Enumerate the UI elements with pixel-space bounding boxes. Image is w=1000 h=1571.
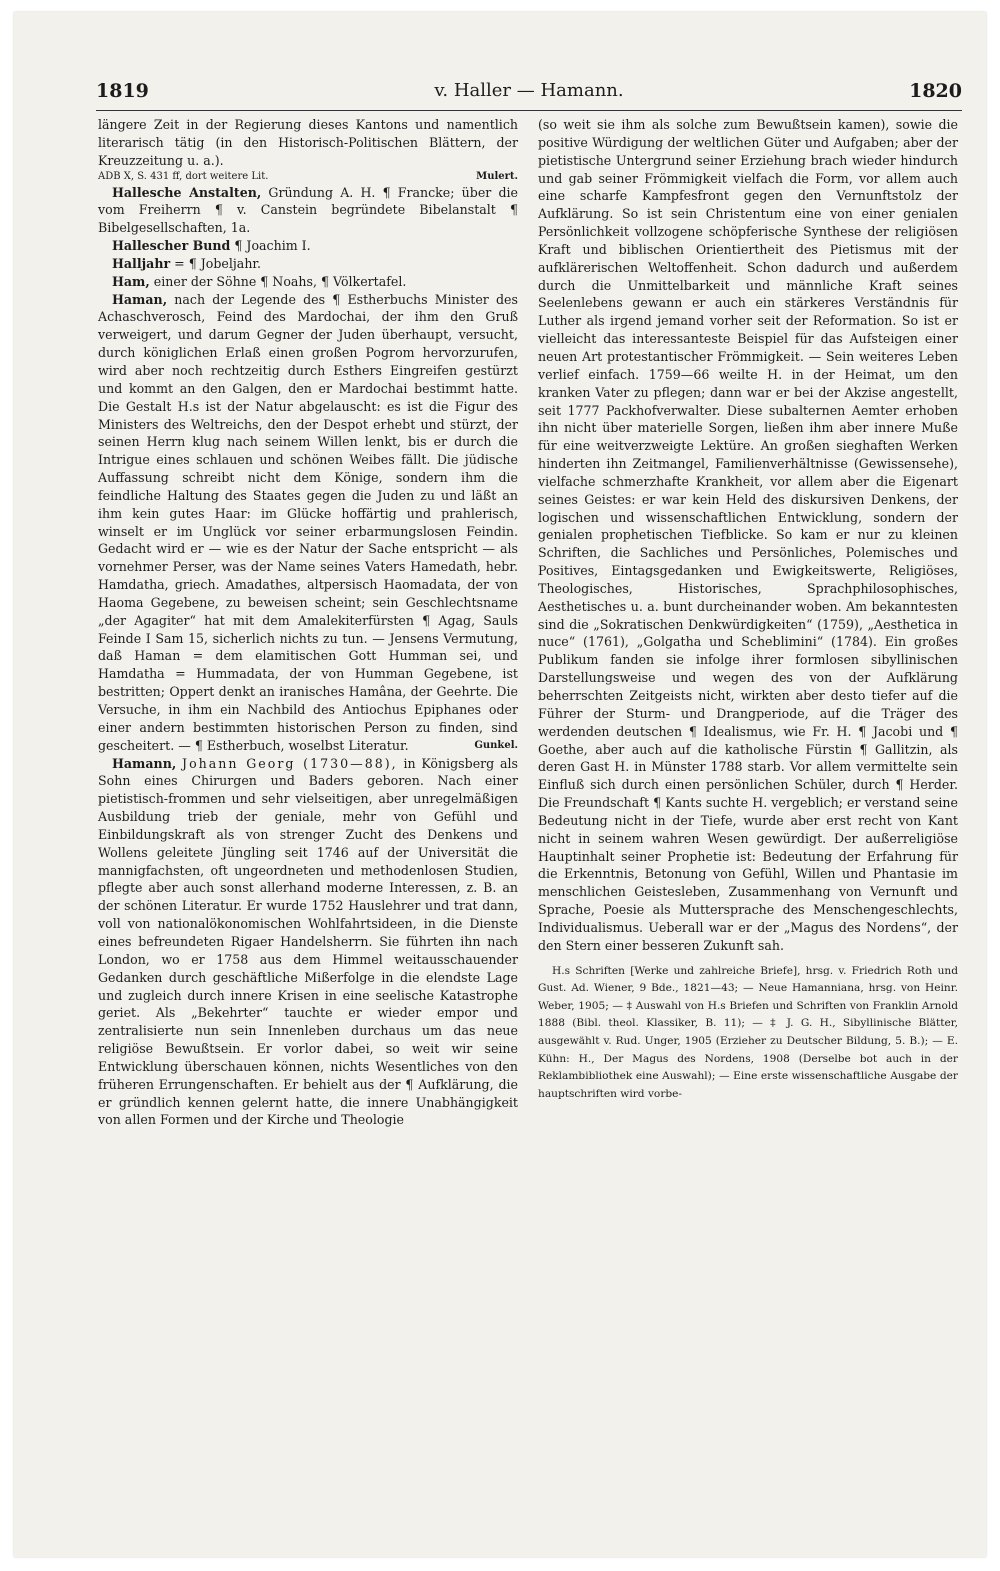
headword: Hamann, <box>112 755 177 771</box>
entry-text: = ¶ Jobeljahr. <box>174 255 262 271</box>
right-column-number: 1820 <box>909 80 962 102</box>
entry-text: ¶ Joachim I. <box>234 238 311 254</box>
headword: Halljahr <box>112 255 171 271</box>
entry-hallesche-anstalten <box>98 184 518 238</box>
running-title: v. Haller — Hamann. <box>434 80 624 101</box>
document-page <box>14 12 986 1557</box>
right-column <box>538 116 958 1103</box>
entry-text: längere Zeit in der Regierung dieses Kantons und namentlich literarisch tätig (in den Historisch-Politischen Blättern, der Kreuzzeitung u. a.). <box>98 117 518 168</box>
literature-text: ADB X, S. 431 ff, dort weitere Lit. <box>98 170 269 182</box>
literature-note <box>98 170 518 184</box>
entry-text: (so weit sie ihm als solche zum Bewußtsein kamen), sowie die positive Würdigung der weltlichen Güter und Aufgaben; aber der pietistische Untergrund seiner Erziehung brach wieder hindurch und gab seiner Frömmigkeit vielfach die Form, vor allem auch eine scharfe Kampfesfront gegen den Vernunftstolz der Aufklärung. So ist sein Christentum eine von einer genialen Persönlichkeit vollzogene schöpferische Synthese der religiösen Kraft und biblischen Orientiertheit des Pietismus mit der aufklärerischen Weltoffenheit. Schon dadurch und außerdem durch die Unmittelbarkeit und männliche Kraft seines Seelenlebens gewann er auch ein stärkeres Verständnis für Luther als irgend jemand vorher seit der Reformation. So ist er vielleicht das interessanteste Beispiel für das Aufsteigen einer neuen Art protestantischer Frömmigkeit. — Sein weiteres Leben verlief einfach. 1759—66 weilte H. in der Heimat, um den kranken Vater zu pflegen; dann war er bei der Akzise angestellt, seit 1777 Packhofverwalter. Diese subalternen Aemter erhoben ihn nicht über materielle Sorgen, ließen ihm aber innere Muße für eine weitverzweigte Lektüre. An großen sieghaften Werken hinderten ihn Zeitmangel, Familienverhältnisse (Gewissensehe), vielfache schmerzhafte Krankheit, vor allem aber die Eigenart seines Geistes: er war kein Held des diskursiven Denkens, der logischen und wissenschaftlichen Entwicklung, sondern der genialen prophetischen Tiefblicke. So kam er nur zu kleinen Schriften, die Sachliches und Persönliches, Polemisches und Positives, Eintagsgedanken und Ewigkeitswerte, Religiöses, Theologisches, Historisches, Sprachphilosophisches, Aesthetisches u. a. bunt durcheinander woben. Am bekanntesten sind die „Sokratischen Denkwürdigkeiten“ (1759), „Aesthetica in nuce“ (1761), „Golgatha und Scheblimini“ (1784). Ein großes Publikum fanden sie infolge ihrer formlosen sibyllinischen Darstellungsweise und wegen des von der Aufklärung beherrschten Zeitgeists nicht, wirkten aber desto tiefer auf die Führer der Sturm- und Drangperiode, auf die Träger des werdenden deutschen ¶ Idealismus, wie Fr. H. ¶ Jacobi und ¶ Goethe, aber auch auf die katholische Fürstin ¶ Gallitzin, als deren Gast H. in Münster 1788 starb. Vor allem vermittelte sein Einfluß sich durch einen persönlichen Schüler, durch ¶ Herder. Die Freundschaft ¶ Kants suchte H. vergeblich; er verstand seine Bedeutung nicht in der Tiefe, wurde aber erst recht von Kant nicht in seinem wahren Wesen gewürdigt. Der außerreligiöse Hauptinhalt seiner Prophetie ist: Bedeutung der Erfahrung für die Erkenntnis, Betonung von Gefühl, Willen und Phantasie im menschlichen Geistesleben, Zusammenhang von Vernunft und Sprache, Poesie als Muttersprache des Menschengeschlechts, Individualismus. Ueberall war er der „Magus des Nordens“, der den Stern einer besseren Zukunft sah. <box>538 117 958 953</box>
author-signature: Mulert. <box>476 170 518 182</box>
entry-halljahr <box>98 255 518 273</box>
page-header <box>96 74 962 111</box>
entry-hallescher-bund <box>98 237 518 255</box>
entry-text: nach der Legende des ¶ Estherbuchs Minister des Achaschverosch, Feind des Mardochai, der ihm den Gruß verweigert, und darum Gegner der Juden überhaupt, versucht, durch königlichen Erlaß einen großen Pogrom hervorzurufen, wird aber noch rechtzeitig durch Esthers Eingreifen gestürzt und kommt an den Galgen, den er Mardochai bestimmt hatte. Die Gestalt H.s ist der Natur abgelauscht: es ist die Figur des Ministers des Weltreichs, den der Despot erhebt und stürzt, der seinen Herrn klug nach seinem Willen lenkt, bis er durch die Intrigue eines schlauen und schönen Weibes fällt. Die jüdische Auffassung schreibt nicht dem Könige, sondern ihm die feindliche Haltung des Staates gegen die Juden zu und läßt an ihm kein gutes Haar: im Glücke hoffärtig und prahlerisch, winselt er im Unglück vor seiner erbarmungslosen Feindin. Gedacht wird er — wie es der Natur der Sache entspricht — als vornehmer Perser, was der Name seines Vaters Hamedath, hebr. Hamdatha, griech. Amadathes, altpersisch Haomadata, der von Haoma Gegebene, zu beweisen scheint; sein Geschlechtsname „der Agagiter“ hat mit dem Amalekiterfürsten ¶ Agag, Sauls Feinde I Sam 15, sicherlich nichts zu tun. — Jensens Vermutung, daß Haman = dem elamitischen Gott Humman sei, und Hamdatha = Hummadata, der von Humman Gegebene, ist bestritten; Oppert denkt an iranisches Hamâna, der Geehrte. Die Versuche, in ihm ein Nachbild des Antiochus Epiphanes oder einer andern bestimmten historischen Person zu finden, sind gescheitert. — ¶ Estherbuch, woselbst Literatur. <box>98 291 518 753</box>
left-column-number: 1819 <box>96 80 149 102</box>
author-signature: Gunkel. <box>474 739 518 751</box>
bibliography <box>538 963 958 1104</box>
entry-haman <box>98 291 518 755</box>
left-column <box>98 116 518 1129</box>
bibliography-text: H.s Schriften [Werke und zahlreiche Briefe], hrsg. v. Friedrich Roth und Gust. Ad. Wiener, 9 Bde., 1821—43; — Neue Hamanniana, hrsg. von Heinr. Weber, 1905; — ‡ Auswahl von H.s Briefen und Schriften von Franklin Arnold 1888 (Bibl. theol. Klassiker, B. 11); — ‡ J. G. H., Sibyllinische Blätter, ausgewählt v. Rud. Unger, 1905 (Erzieher zu Deutscher Bildung, 5. B.); — E. Kühn: H., Der Magus des Nordens, 1908 (Derselbe bot auch in der Reklambibliothek eine Auswahl); — Eine erste wissenschaftliche Ausgabe der hauptschriften wird vorbe- <box>538 964 958 1100</box>
entry-text: in Königsberg als Sohn eines Chirurgen und Baders geboren. Nach einer pietistisch-frommen und sehr vielseitigen, aber unregelmäßigen Ausbildung trieb der geniale, mehr von Gefühl und Einbildungskraft als von strenger Zucht des Denkens und Wollens geleitete Jüngling seit 1746 auf der Universität die mannigfachsten, oft ungeordneten und methodenlosen Studien, pflegte aber auch sonst allerhand moderne Interessen, z. B. an der schönen Literatur. Er wurde 1752 Hauslehrer und trat dann, voll von nationalökonomischen Wohlfahrtsideen, in die Dienste eines befreundeten Rigaer Handelsherrn. Sie führten ihn nach London, wo er 1758 aus dem Himmel weitausschauender Gedanken durch geschäftliche Mißerfolge in die elendste Lage und zugleich durch innere Krisen in eine seelische Katastrophe geriet. Als „Bekehrter“ tauchte er wieder empor und zentralisierte nun sein Innenleben durchaus um das neue religiöse Bewußtsein. Er vorlor dabei, so weit wir seine Entwicklung überschauen können, nichts Wesentliches von den früheren Errungenschaften. Er behielt aus der ¶ Aufklärung, die er gründlich kennen gelernt hatte, die innere Unabhängigkeit von allen Formen und der Kirche und Theologie <box>98 755 518 1128</box>
headword: Hallesche Anstalten, <box>112 184 262 200</box>
headword: Ham, <box>112 273 150 289</box>
headword: Haman, <box>112 291 168 307</box>
entry-text: einer der Söhne ¶ Noahs, ¶ Völkertafel. <box>153 273 407 289</box>
entry-ham <box>98 273 518 291</box>
headword: Hallescher Bund <box>112 238 231 254</box>
entry-haller-continuation <box>98 116 518 184</box>
person-name: Johann Georg (1730—88), <box>182 755 398 771</box>
entry-hamann <box>98 755 518 1130</box>
entry-hamann-continuation <box>538 116 958 955</box>
entry-text: Gründung A. H. ¶ Francke; über die vom Freiherrn ¶ v. Canstein begründete Bibelanstalt ¶ Bibelgesellschaften, 1a. <box>98 184 518 236</box>
